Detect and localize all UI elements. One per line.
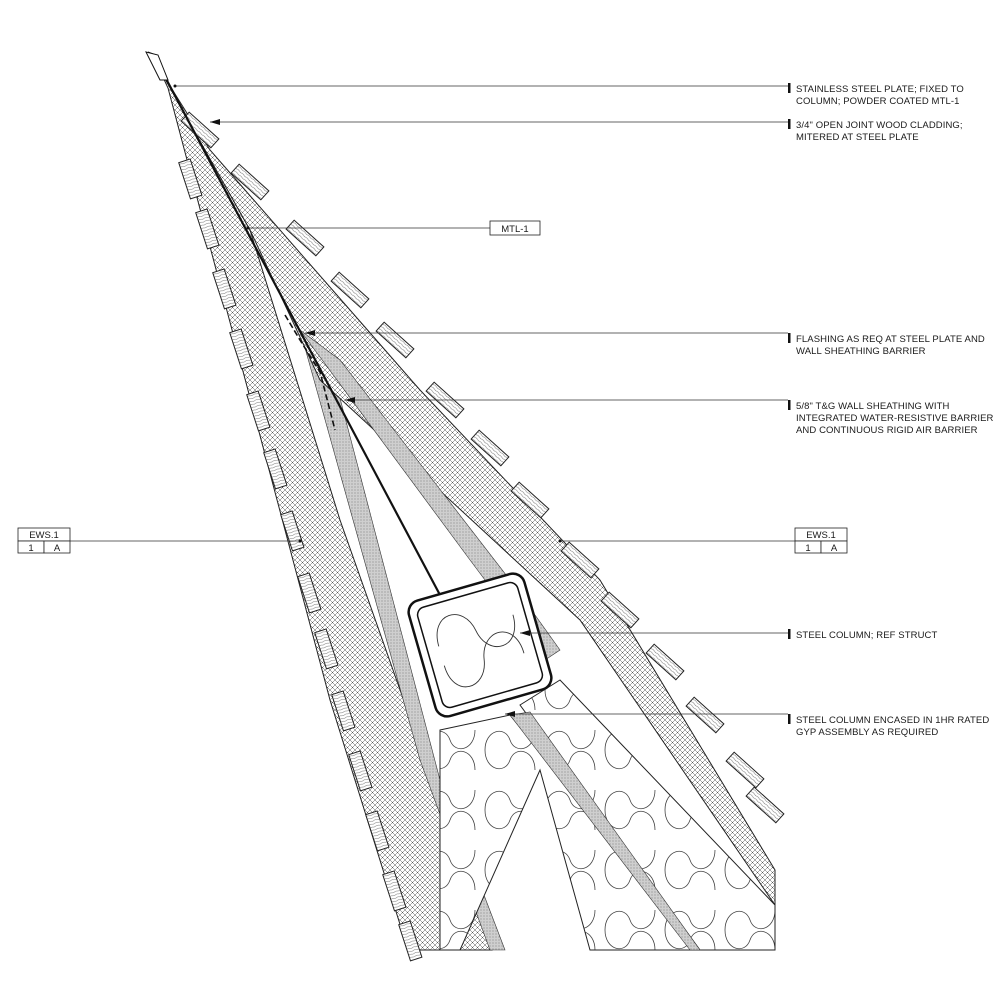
callout-text: MITERED AT STEEL PLATE: [796, 132, 919, 143]
callout-text: WALL SHEATHING BARRIER: [796, 346, 926, 357]
callout-text: STAINLESS STEEL PLATE; FIXED TO: [796, 84, 964, 95]
material-tag-label: MTL-1: [501, 224, 529, 235]
callout-text: STEEL COLUMN ENCASED IN 1HR RATED: [796, 715, 990, 726]
section-tag-detail: 1: [805, 543, 811, 554]
section-tag-sheet: EWS.1: [29, 530, 59, 541]
callout-text: 3/4" OPEN JOINT WOOD CLADDING;: [796, 120, 963, 131]
callout-flashing: [788, 333, 985, 357]
callout-column-encased: [788, 714, 989, 738]
callout-text: STEEL COLUMN; REF STRUCT: [796, 630, 938, 641]
callout-text: AND CONTINUOUS RIGID AIR BARRIER: [796, 425, 978, 436]
section-tag-detail: 1: [28, 543, 34, 554]
section-tag-right[interactable]: [795, 528, 847, 554]
section-tag-elevation: A: [53, 543, 61, 554]
callout-text: FLASHING AS REQ AT STEEL PLATE AND: [796, 334, 985, 345]
callout-stainless-plate: [788, 83, 964, 107]
section-tag-left[interactable]: [18, 528, 70, 554]
callout-wood-cladding: [788, 119, 963, 143]
section-tag-elevation: A: [830, 543, 838, 554]
callout-text: COLUMN; POWDER COATED MTL-1: [796, 96, 960, 107]
callout-steel-column: [788, 629, 937, 641]
callout-text: INTEGRATED WATER-RESISTIVE BARRIER: [796, 413, 994, 424]
section-tag-sheet: EWS.1: [806, 530, 836, 541]
callout-sheathing: [788, 400, 994, 436]
material-tag-mtl-1: [490, 221, 540, 235]
callout-text: 5/8" T&G WALL SHEATHING WITH: [796, 401, 950, 412]
callout-text: GYP ASSEMBLY AS REQUIRED: [796, 727, 939, 738]
